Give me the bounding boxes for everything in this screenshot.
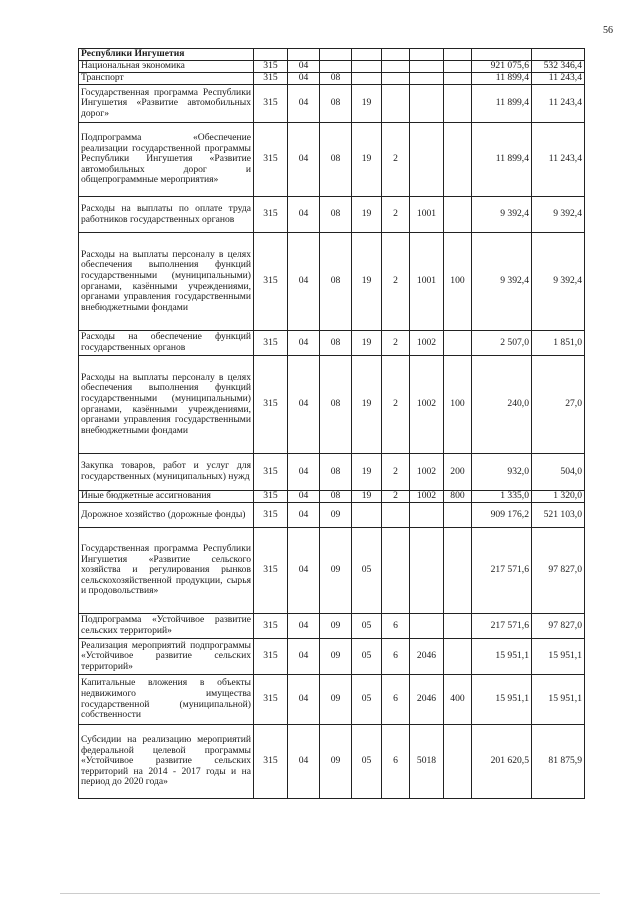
cell-subprogram <box>382 73 410 85</box>
cell-section: 04 <box>288 123 320 197</box>
cell-amount-executed <box>532 49 585 61</box>
cell-expense-type: 800 <box>444 491 472 503</box>
cell-section: 04 <box>288 614 320 639</box>
cell-amount-approved: 201 620,5 <box>472 725 532 799</box>
budget-table <box>78 48 585 799</box>
cell-admin-code: 315 <box>254 85 288 123</box>
table-row <box>79 233 585 331</box>
row-name: Расходы на выплаты персоналу в целях обеспечения выполнения функций государственными (муниципальными) органами, казёнными учреждениями, органами управления государственными внебюджетными фондами <box>79 356 254 454</box>
cell-expense-type: 200 <box>444 454 472 491</box>
cell-expense-type <box>444 197 472 233</box>
cell-amount-executed: 97 827,0 <box>532 614 585 639</box>
cell-subsection: 08 <box>320 85 352 123</box>
cell-section: 04 <box>288 85 320 123</box>
cell-subprogram <box>382 49 410 61</box>
table-row <box>79 73 585 85</box>
cell-program: 05 <box>352 725 382 799</box>
cell-section: 04 <box>288 503 320 528</box>
cell-subsection: 08 <box>320 233 352 331</box>
cell-subprogram: 6 <box>382 614 410 639</box>
cell-program: 05 <box>352 675 382 725</box>
cell-section: 04 <box>288 61 320 73</box>
cell-amount-approved: 1 335,0 <box>472 491 532 503</box>
cell-admin-code: 315 <box>254 73 288 85</box>
cell-amount-approved: 15 951,1 <box>472 675 532 725</box>
cell-amount-executed: 15 951,1 <box>532 675 585 725</box>
cell-admin-code: 315 <box>254 528 288 614</box>
row-name: Республики Ингушетия <box>79 49 254 61</box>
cell-program <box>352 61 382 73</box>
cell-admin-code: 315 <box>254 454 288 491</box>
cell-admin-code: 315 <box>254 61 288 73</box>
cell-subprogram: 2 <box>382 356 410 454</box>
cell-direction: 1002 <box>410 331 444 356</box>
table-row <box>79 675 585 725</box>
cell-subsection: 09 <box>320 675 352 725</box>
table-row <box>79 85 585 123</box>
cell-amount-executed: 15 951,1 <box>532 639 585 675</box>
cell-expense-type <box>444 614 472 639</box>
cell-section: 04 <box>288 73 320 85</box>
cell-section: 04 <box>288 197 320 233</box>
cell-amount-approved: 217 571,6 <box>472 528 532 614</box>
table-row <box>79 503 585 528</box>
table-row <box>79 123 585 197</box>
cell-admin-code: 315 <box>254 331 288 356</box>
cell-admin-code <box>254 49 288 61</box>
cell-expense-type <box>444 331 472 356</box>
cell-program: 19 <box>352 491 382 503</box>
cell-admin-code: 315 <box>254 197 288 233</box>
table-row <box>79 614 585 639</box>
cell-expense-type <box>444 503 472 528</box>
table-row <box>79 197 585 233</box>
cell-amount-approved: 11 899,4 <box>472 73 532 85</box>
cell-amount-executed: 11 243,4 <box>532 123 585 197</box>
cell-admin-code: 315 <box>254 233 288 331</box>
cell-admin-code: 315 <box>254 356 288 454</box>
cell-amount-executed: 521 103,0 <box>532 503 585 528</box>
table-row <box>79 725 585 799</box>
row-name: Подпрограмма «Обеспечение реализации государственной программы Республики Ингушетия «Развитие автомобильных дорог и общепрограммные мероприятия» <box>79 123 254 197</box>
cell-section: 04 <box>288 454 320 491</box>
row-name: Национальная экономика <box>79 61 254 73</box>
cell-program: 19 <box>352 233 382 331</box>
cell-admin-code: 315 <box>254 123 288 197</box>
cell-direction: 1001 <box>410 233 444 331</box>
cell-subprogram: 2 <box>382 197 410 233</box>
cell-amount-executed: 504,0 <box>532 454 585 491</box>
cell-subsection <box>320 49 352 61</box>
cell-amount-approved: 932,0 <box>472 454 532 491</box>
cell-amount-approved: 15 951,1 <box>472 639 532 675</box>
cell-section: 04 <box>288 675 320 725</box>
cell-direction <box>410 61 444 73</box>
cell-amount-executed: 97 827,0 <box>532 528 585 614</box>
cell-expense-type: 100 <box>444 356 472 454</box>
cell-subprogram: 2 <box>382 491 410 503</box>
cell-amount-approved: 240,0 <box>472 356 532 454</box>
cell-section: 04 <box>288 356 320 454</box>
cell-section: 04 <box>288 331 320 356</box>
row-name: Расходы на обеспечение функций государственных органов <box>79 331 254 356</box>
cell-direction: 2046 <box>410 639 444 675</box>
cell-subprogram: 6 <box>382 639 410 675</box>
cell-direction: 1002 <box>410 454 444 491</box>
cell-program <box>352 503 382 528</box>
cell-subprogram: 6 <box>382 725 410 799</box>
cell-program: 19 <box>352 454 382 491</box>
cell-direction <box>410 503 444 528</box>
cell-subprogram: 2 <box>382 123 410 197</box>
cell-direction <box>410 528 444 614</box>
cell-expense-type: 100 <box>444 233 472 331</box>
cell-program: 19 <box>352 331 382 356</box>
cell-program: 05 <box>352 639 382 675</box>
cell-subprogram: 6 <box>382 675 410 725</box>
cell-section: 04 <box>288 528 320 614</box>
cell-subsection: 08 <box>320 356 352 454</box>
cell-direction <box>410 614 444 639</box>
cell-program <box>352 73 382 85</box>
row-name: Расходы на выплаты по оплате труда работников государственных органов <box>79 197 254 233</box>
cell-program: 05 <box>352 528 382 614</box>
table-row <box>79 454 585 491</box>
cell-subprogram: 2 <box>382 233 410 331</box>
cell-direction: 2046 <box>410 675 444 725</box>
cell-admin-code: 315 <box>254 491 288 503</box>
cell-subprogram <box>382 528 410 614</box>
cell-direction: 1002 <box>410 491 444 503</box>
cell-subsection: 09 <box>320 614 352 639</box>
cell-direction: 1002 <box>410 356 444 454</box>
cell-subsection: 08 <box>320 197 352 233</box>
cell-amount-approved: 11 899,4 <box>472 123 532 197</box>
cell-direction <box>410 123 444 197</box>
cell-amount-executed: 11 243,4 <box>532 85 585 123</box>
cell-expense-type <box>444 85 472 123</box>
cell-expense-type <box>444 528 472 614</box>
cell-subsection: 09 <box>320 503 352 528</box>
cell-amount-approved: 9 392,4 <box>472 197 532 233</box>
cell-amount-approved: 9 392,4 <box>472 233 532 331</box>
cell-amount-approved: 11 899,4 <box>472 85 532 123</box>
row-name: Реализация мероприятий подпрограммы «Устойчивое развитие сельских территорий» <box>79 639 254 675</box>
cell-amount-executed: 27,0 <box>532 356 585 454</box>
table-row <box>79 491 585 503</box>
cell-amount-executed: 11 243,4 <box>532 73 585 85</box>
row-name: Государственная программа Республики Ингушетия «Развитие сельского хозяйства и регулирования рынков сельскохозяйственной продукции, сырья и продовольствия» <box>79 528 254 614</box>
cell-subprogram: 2 <box>382 331 410 356</box>
cell-admin-code: 315 <box>254 614 288 639</box>
cell-section: 04 <box>288 639 320 675</box>
row-name: Закупка товаров, работ и услуг для государственных (муниципальных) нужд <box>79 454 254 491</box>
row-name: Государственная программа Республики Ингушетия «Развитие автомобильных дорог» <box>79 85 254 123</box>
table-row <box>79 49 585 61</box>
cell-subsection: 08 <box>320 491 352 503</box>
row-name: Транспорт <box>79 73 254 85</box>
page-number: 56 <box>603 25 613 36</box>
table-row <box>79 356 585 454</box>
cell-amount-approved: 921 075,6 <box>472 61 532 73</box>
cell-subsection: 09 <box>320 639 352 675</box>
cell-admin-code: 315 <box>254 639 288 675</box>
row-name: Дорожное хозяйство (дорожные фонды) <box>79 503 254 528</box>
cell-amount-approved: 2 507,0 <box>472 331 532 356</box>
row-name: Подпрограмма «Устойчивое развитие сельских территорий» <box>79 614 254 639</box>
cell-program: 05 <box>352 614 382 639</box>
table-row <box>79 331 585 356</box>
cell-expense-type <box>444 725 472 799</box>
cell-expense-type: 400 <box>444 675 472 725</box>
row-name: Капитальные вложения в объекты недвижимого имущества государственной (муниципальной) собственности <box>79 675 254 725</box>
cell-expense-type <box>444 61 472 73</box>
scan-edge-line <box>60 893 600 894</box>
cell-section: 04 <box>288 725 320 799</box>
cell-subsection: 08 <box>320 454 352 491</box>
cell-section: 04 <box>288 491 320 503</box>
cell-amount-executed: 81 875,9 <box>532 725 585 799</box>
row-name: Иные бюджетные ассигнования <box>79 491 254 503</box>
row-name: Субсидии на реализацию мероприятий федеральной целевой программы «Устойчивое развитие сельских территорий на 2014 - 2017 годы и на период до 2020 года» <box>79 725 254 799</box>
cell-subprogram <box>382 503 410 528</box>
cell-program: 19 <box>352 123 382 197</box>
cell-program: 19 <box>352 197 382 233</box>
cell-direction: 5018 <box>410 725 444 799</box>
cell-section: 04 <box>288 233 320 331</box>
cell-admin-code: 315 <box>254 503 288 528</box>
cell-amount-approved: 909 176,2 <box>472 503 532 528</box>
cell-subprogram <box>382 61 410 73</box>
cell-expense-type <box>444 49 472 61</box>
cell-direction: 1001 <box>410 197 444 233</box>
cell-subprogram: 2 <box>382 454 410 491</box>
cell-subsection: 09 <box>320 528 352 614</box>
cell-program: 19 <box>352 356 382 454</box>
cell-amount-executed: 9 392,4 <box>532 233 585 331</box>
table-row <box>79 639 585 675</box>
cell-amount-executed: 1 320,0 <box>532 491 585 503</box>
cell-program <box>352 49 382 61</box>
cell-subsection <box>320 61 352 73</box>
cell-direction <box>410 49 444 61</box>
cell-amount-executed: 9 392,4 <box>532 197 585 233</box>
cell-subsection: 08 <box>320 73 352 85</box>
row-name: Расходы на выплаты персоналу в целях обеспечения выполнения функций государственными (муниципальными) органами, казёнными учреждениями, органами управления государственными внебюджетными фондами <box>79 233 254 331</box>
cell-subsection: 08 <box>320 123 352 197</box>
cell-direction <box>410 85 444 123</box>
cell-expense-type <box>444 639 472 675</box>
cell-admin-code: 315 <box>254 675 288 725</box>
cell-subprogram <box>382 85 410 123</box>
cell-section <box>288 49 320 61</box>
cell-program: 19 <box>352 85 382 123</box>
table-row <box>79 61 585 73</box>
cell-expense-type <box>444 123 472 197</box>
cell-subsection: 08 <box>320 331 352 356</box>
cell-amount-approved: 217 571,6 <box>472 614 532 639</box>
cell-amount-executed: 532 346,4 <box>532 61 585 73</box>
table-row <box>79 528 585 614</box>
cell-direction <box>410 73 444 85</box>
cell-admin-code: 315 <box>254 725 288 799</box>
cell-amount-approved <box>472 49 532 61</box>
cell-subsection: 09 <box>320 725 352 799</box>
cell-amount-executed: 1 851,0 <box>532 331 585 356</box>
cell-expense-type <box>444 73 472 85</box>
